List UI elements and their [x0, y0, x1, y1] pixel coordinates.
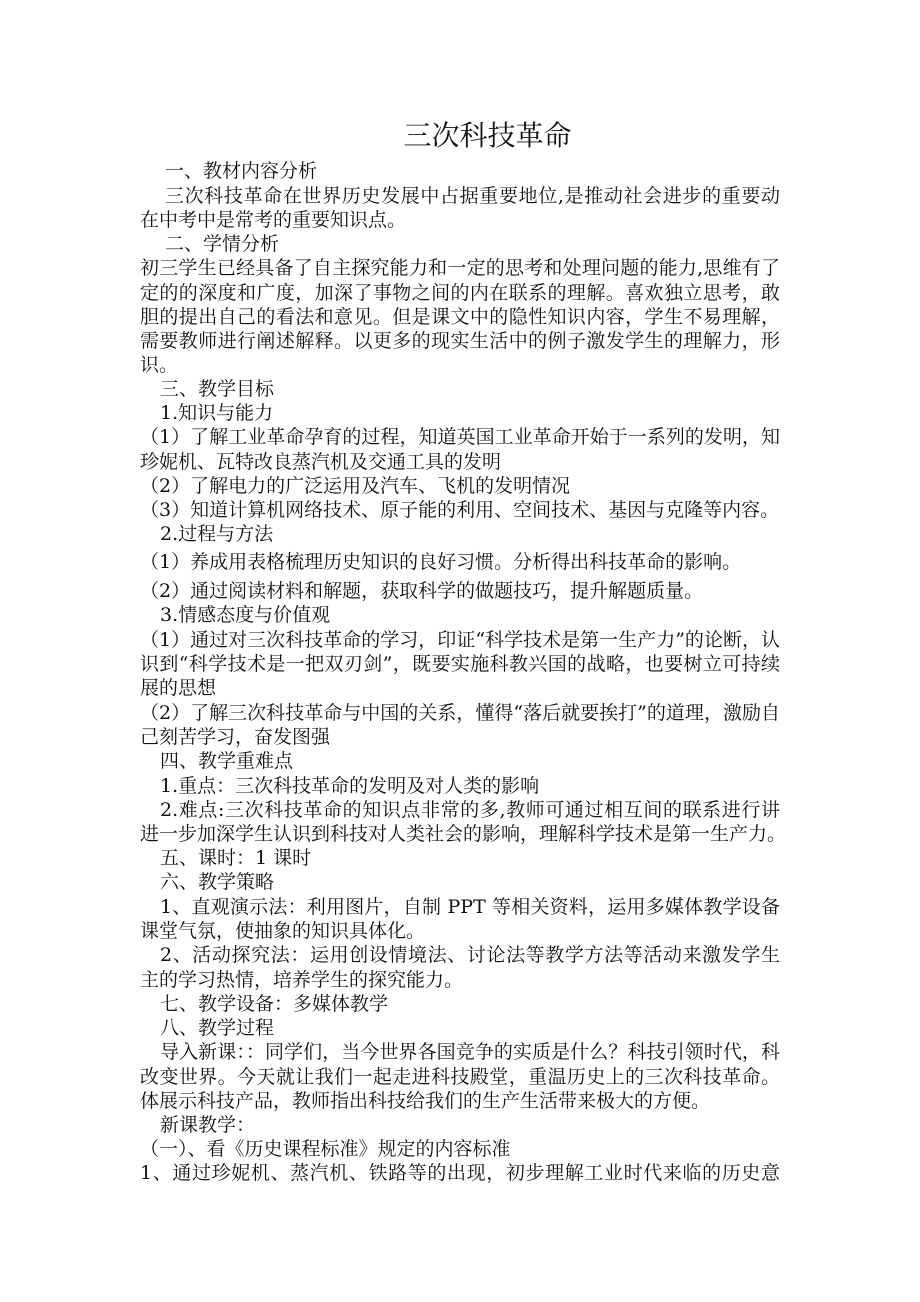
paragraph-line: 体展示科技产品，教师指出科技给我们的生产生活带来极大的方便。	[140, 1090, 711, 1112]
paragraph-line: 珍妮机、瓦特改良蒸汽机及交通工具的发明	[140, 451, 502, 473]
paragraph-line: 课堂气氛，使抽象的知识具体化。	[140, 920, 426, 942]
section-heading: 三、教学目标	[160, 378, 275, 400]
section-heading: 一、教材内容分析	[165, 160, 318, 182]
paragraph-line: （2）通过阅读材料和解题，获取科学的做题技巧，提升解题质量。	[140, 580, 704, 602]
section-heading: 五、课时：1 课时	[160, 847, 312, 869]
section-heading: 七、教学设备：多媒体教学	[160, 993, 389, 1015]
paragraph-line: 导入新课：：同学们，当今世界各国竞争的实质是什么？科技引领时代，科	[160, 1041, 780, 1063]
paragraph-line: 需要教师进行阐述解释。以更多的现实生活中的例子激发学生的理解力，形	[140, 330, 780, 352]
subsection-heading: 3.情感态度与价值观	[160, 604, 331, 626]
paragraph-line: 主的学习热情，培养学生的探究能力。	[140, 969, 464, 991]
section-heading: 六、教学策略	[160, 871, 275, 893]
paragraph-line: 初三学生已经具备了自主探究能力和一定的思考和处理问题的能力,思维有了	[140, 257, 780, 279]
paragraph-line: 改变世界。今天就让我们一起走进科技殿堂，重温历史上的三次科技革命。	[140, 1066, 780, 1088]
paragraph-line: 展的思想	[140, 677, 217, 699]
paragraph-line: 在中考中是常考的重要知识点。	[140, 209, 407, 231]
paragraph-line: 定的的深度和广度，加深了事物之间的内在联系的理解。喜欢独立思考，敢	[140, 282, 780, 304]
paragraph-line: （2）了解电力的广泛运用及汽车、飞机的发明情况	[140, 475, 571, 497]
paragraph-line: 进一步加深学生认识到科技对人类社会的影响，理解科学技术是第一生产力。	[140, 823, 787, 845]
paragraph-line: 己刻苦学习，奋发图强	[140, 726, 331, 748]
paragraph-line: 三次科技革命在世界历史发展中占据重要地位,是推动社会进步的重要动	[165, 185, 780, 207]
document-title: 三次科技革命	[403, 119, 572, 152]
paragraph-line: 1、直观演示法：利用图片，自制 PPT 等相关资料，运用多媒体教学设备	[160, 896, 780, 918]
paragraph-line: 识。	[140, 354, 179, 376]
paragraph-line: （1）通过对三次科技革命的学习，印证“科学技术是第一生产力”的论断，认	[140, 629, 780, 651]
paragraph-line: 2、活动探究法：运用创设情境法、讨论法等教学方法等活动来激发学生	[160, 944, 780, 966]
paragraph-line: （一）、看《历史课程标准》规定的内容标准	[140, 1138, 511, 1160]
paragraph-line: 胆的提出自己的看法和意见。但是课文中的隐性知识内容，学生不易理解，	[140, 306, 780, 328]
paragraph-line: 2.难点:三次科技革命的知识点非常的多,教师可通过相互间的联系进行讲	[160, 799, 780, 821]
section-heading: 二、学情分析	[165, 233, 280, 255]
section-heading: 八、教学过程	[160, 1017, 275, 1039]
paragraph-line: （1）养成用表格梳理历史知识的良好习惯。分析得出科技革命的影响。	[140, 551, 742, 573]
paragraph-line: 1.重点：三次科技革命的发明及对人类的影响	[160, 775, 540, 797]
paragraph-line: （2）了解三次科技革命与中国的关系，懂得“落后就要挨打”的道理，激励自	[140, 702, 780, 724]
subsection-heading: 新课教学：	[160, 1114, 256, 1136]
section-heading: 四、教学重难点	[160, 750, 294, 772]
paragraph-line: 识到“科学技术是一把双刃剑”，既要实施科教兴国的战略，也要树立可持续	[140, 653, 780, 675]
paragraph-line: （1）了解工业革命孕育的过程，知道英国工业革命开始于一系列的发明，知	[140, 426, 780, 448]
subsection-heading: 1.知识与能力	[160, 402, 274, 424]
subsection-heading: 2.过程与方法	[160, 523, 274, 545]
paragraph-line: 1、通过珍妮机、蒸汽机、铁路等的出现，初步理解工业时代来临的历史意	[140, 1162, 780, 1184]
paragraph-line: （3）知道计算机网络技术、原子能的利用、空间技术、基因与克隆等内容。	[140, 499, 780, 521]
